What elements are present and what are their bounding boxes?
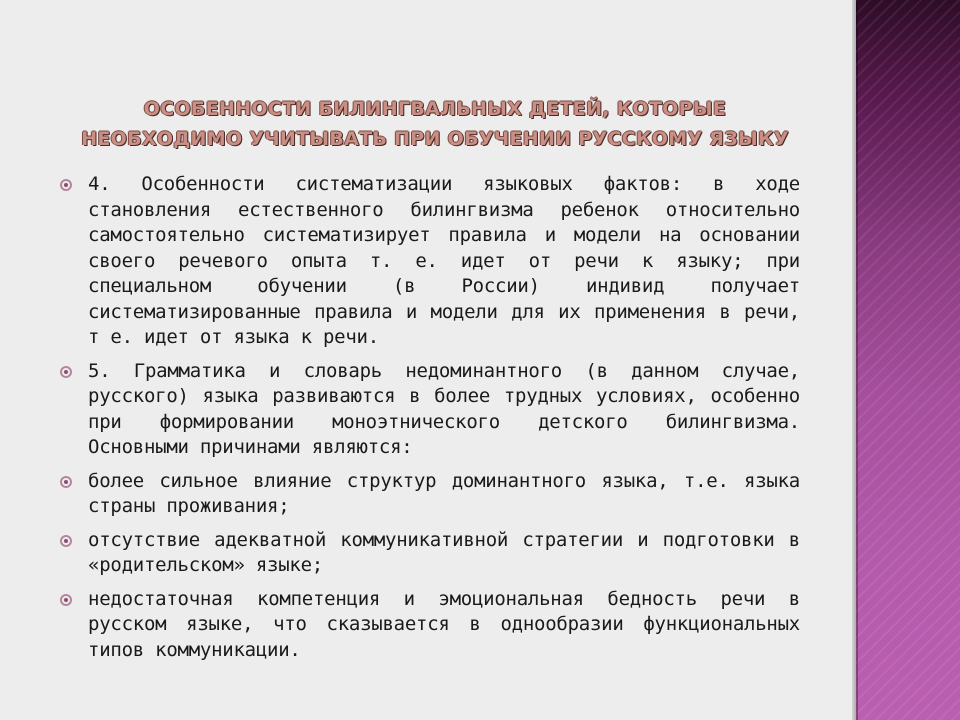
list-item	[60, 528, 800, 579]
list-item	[60, 359, 800, 461]
list-item-text: более сильное влияние структур доминантного языка, т.е. языка страны проживания;	[88, 469, 800, 517]
circle-bullet-icon	[60, 179, 72, 191]
circle-bullet-icon	[60, 535, 72, 547]
list-item-text: 5. Грамматика и словарь недоминантного (в данном случае, русского) языка развиваются в более трудных условиях, особенно при формировании моноэтнического детского билингвизма. Основными причинами являются:	[88, 359, 800, 458]
list-item	[60, 172, 800, 351]
circle-bullet-icon	[60, 476, 72, 488]
list-item	[60, 587, 800, 664]
side-band-shadow	[852, 0, 858, 720]
slide-title	[40, 94, 830, 154]
circle-bullet-icon	[60, 594, 72, 606]
list-item-text: 4. Особенности систематизации языковых фактов: в ходе становления естественного билингвизма ребенок относительно самостоятельно систематизирует правила и модели на основании своего речевого опыта т. е. идет от речи к языку; при специальном обучении (в России) индивид получает систематизированные правила и модели для их применения в речи, т е. идет от языка к речи.	[88, 173, 800, 348]
list-item-text: отсутствие адекватной коммуникативной стратегии и подготовки в «родительском» языке;	[88, 528, 800, 576]
slide-title-line-1: ОСОБЕННОСТИ БИЛИНГВАЛЬНЫХ ДЕТЕЙ, КОТОРЫЕ	[143, 98, 727, 120]
bullet-list	[60, 172, 800, 671]
decorative-side-band	[856, 0, 960, 720]
list-item-text: недостаточная компетенция и эмоциональная бедность речи в русском языке, что сказывается в однообразии функциональных типов коммуникации.	[88, 587, 800, 661]
slide-title-line-2: НЕОБХОДИМО УЧИТЫВАТЬ ПРИ ОБУЧЕНИИ РУССКОМУ ЯЗЫКУ	[81, 128, 789, 150]
circle-bullet-icon	[60, 366, 72, 378]
list-item	[60, 469, 800, 520]
